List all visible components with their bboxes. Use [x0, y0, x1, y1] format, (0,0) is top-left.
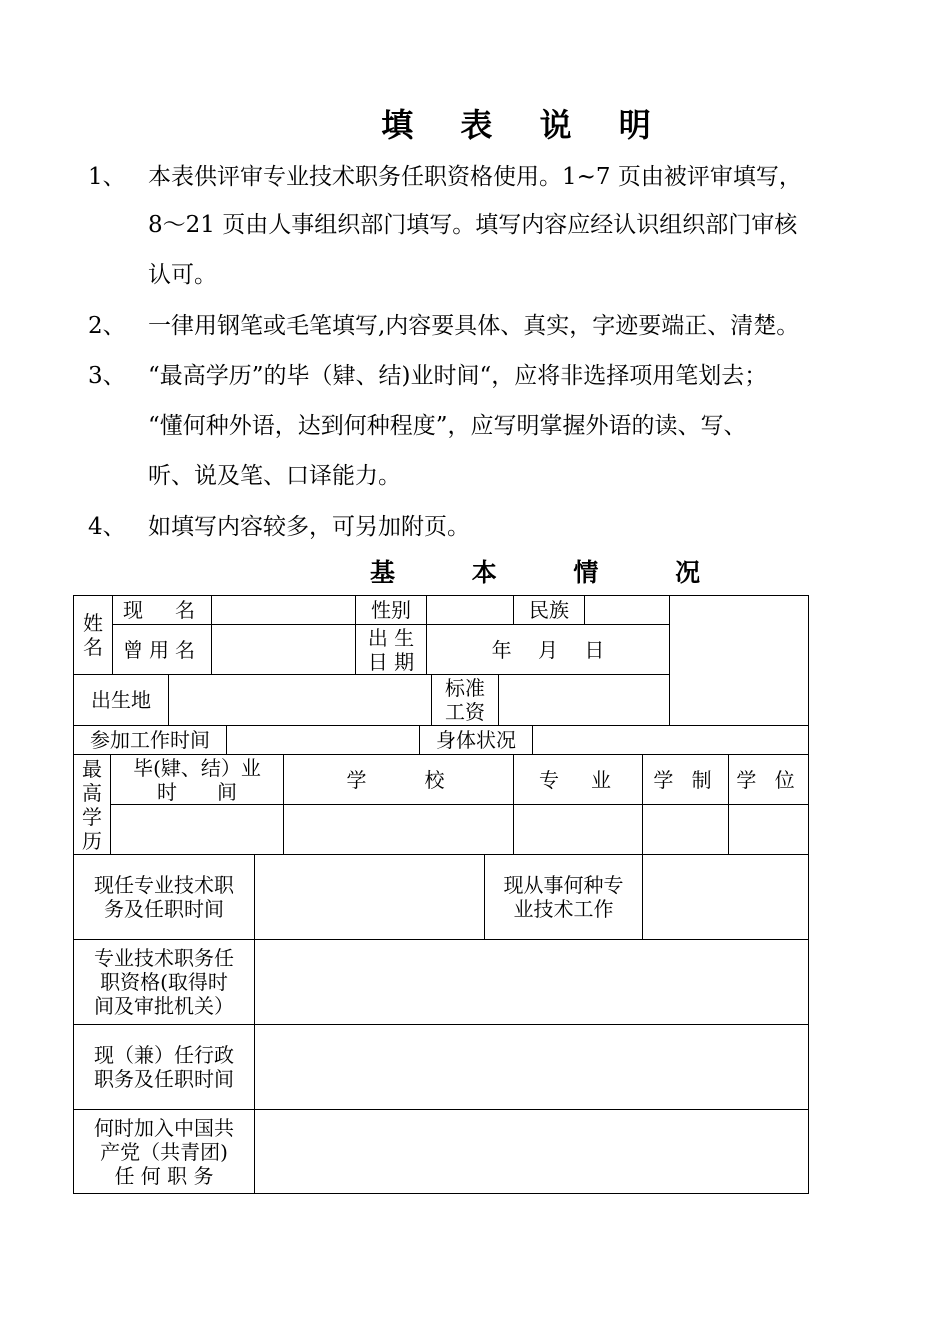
ethnicity-label: 民族 [513, 595, 585, 625]
work-start-label: 参加工作时间 [73, 725, 227, 755]
admin-post-label: 现（兼）任行政 职务及任职时间 [73, 1024, 255, 1110]
standard-wage-label: 标准 工资 [431, 674, 499, 726]
instruction-number: 1、 [88, 164, 126, 190]
name-label: 姓 名 [73, 595, 113, 675]
party-label: 何时加入中国共 产党（共青团) 任 何 职 务 [73, 1109, 255, 1194]
birth-date-field[interactable]: 年 月 日 [426, 624, 670, 675]
major-label: 专 业 [513, 754, 643, 805]
instruction-line: 听、说及笔、口译能力。 [148, 463, 401, 489]
instruction-number: 2、 [88, 313, 126, 339]
instruction-number: 4、 [88, 514, 126, 540]
instruction-line: 一律用钢笔或毛笔填写,内容要具体、真实，字迹要端正、清楚。 [148, 313, 800, 339]
current-title-label: 现任专业技术职 务及任职时间 [73, 854, 255, 940]
major-field[interactable] [513, 804, 643, 855]
instruction-number: 3、 [88, 363, 126, 389]
health-label: 身体状况 [419, 725, 533, 755]
birthplace-field[interactable] [168, 674, 432, 726]
instruction-line: 如填写内容较多，可另加附页。 [148, 514, 470, 540]
degree-label: 学 位 [728, 754, 809, 805]
qualification-field[interactable] [254, 939, 809, 1025]
duration-label: 学 制 [642, 754, 729, 805]
instruction-line: 8～21 页由人事组织部门填写。填写内容应经认识组织部门审核 [148, 212, 798, 238]
page-title: 填 表 说 明 [381, 106, 669, 144]
birthplace-label: 出生地 [73, 674, 169, 726]
duration-field[interactable] [642, 804, 729, 855]
work-start-field[interactable] [226, 725, 420, 755]
school-field[interactable] [283, 804, 514, 855]
current-title-field[interactable] [254, 854, 485, 940]
admin-post-field[interactable] [254, 1024, 809, 1110]
instruction-line: “最高学历”的毕（肄、结)业时间“，应将非选择项用笔划去； [148, 363, 768, 389]
degree-field[interactable] [728, 804, 809, 855]
education-label: 最 高 学 历 [73, 754, 111, 855]
current-work-field[interactable] [642, 854, 809, 940]
ethnicity-field[interactable] [584, 595, 670, 625]
photo-box[interactable] [669, 595, 809, 726]
qualification-label: 专业技术职务任 职资格(取得时 间及审批机关） [73, 939, 255, 1025]
graduation-time-field[interactable] [110, 804, 284, 855]
former-name-label: 曾用名 [112, 624, 212, 675]
former-name-field[interactable] [211, 624, 356, 675]
section-title: 基 本 情 况 [370, 558, 735, 587]
current-name-field[interactable] [211, 595, 356, 625]
standard-wage-field[interactable] [498, 674, 670, 726]
current-name-label: 现 名 [112, 595, 212, 625]
gender-field[interactable] [426, 595, 514, 625]
gender-label: 性别 [355, 595, 427, 625]
party-field[interactable] [254, 1109, 809, 1194]
instruction-line: 认可。 [148, 262, 217, 288]
instruction-line: 本表供评审专业技术职务任职资格使用。1~7 页由被评审填写， [148, 164, 802, 190]
current-work-label: 现从事何种专 业技术工作 [484, 854, 643, 940]
birth-date-label: 出 生 日 期 [355, 624, 427, 675]
health-field[interactable] [532, 725, 809, 755]
instruction-line: “懂何种外语，达到何种程度”，应写明掌握外语的读、写、 [148, 413, 747, 439]
school-label: 学 校 [283, 754, 514, 805]
graduation-time-label: 毕(肄、结）业 时 间 [110, 754, 284, 805]
